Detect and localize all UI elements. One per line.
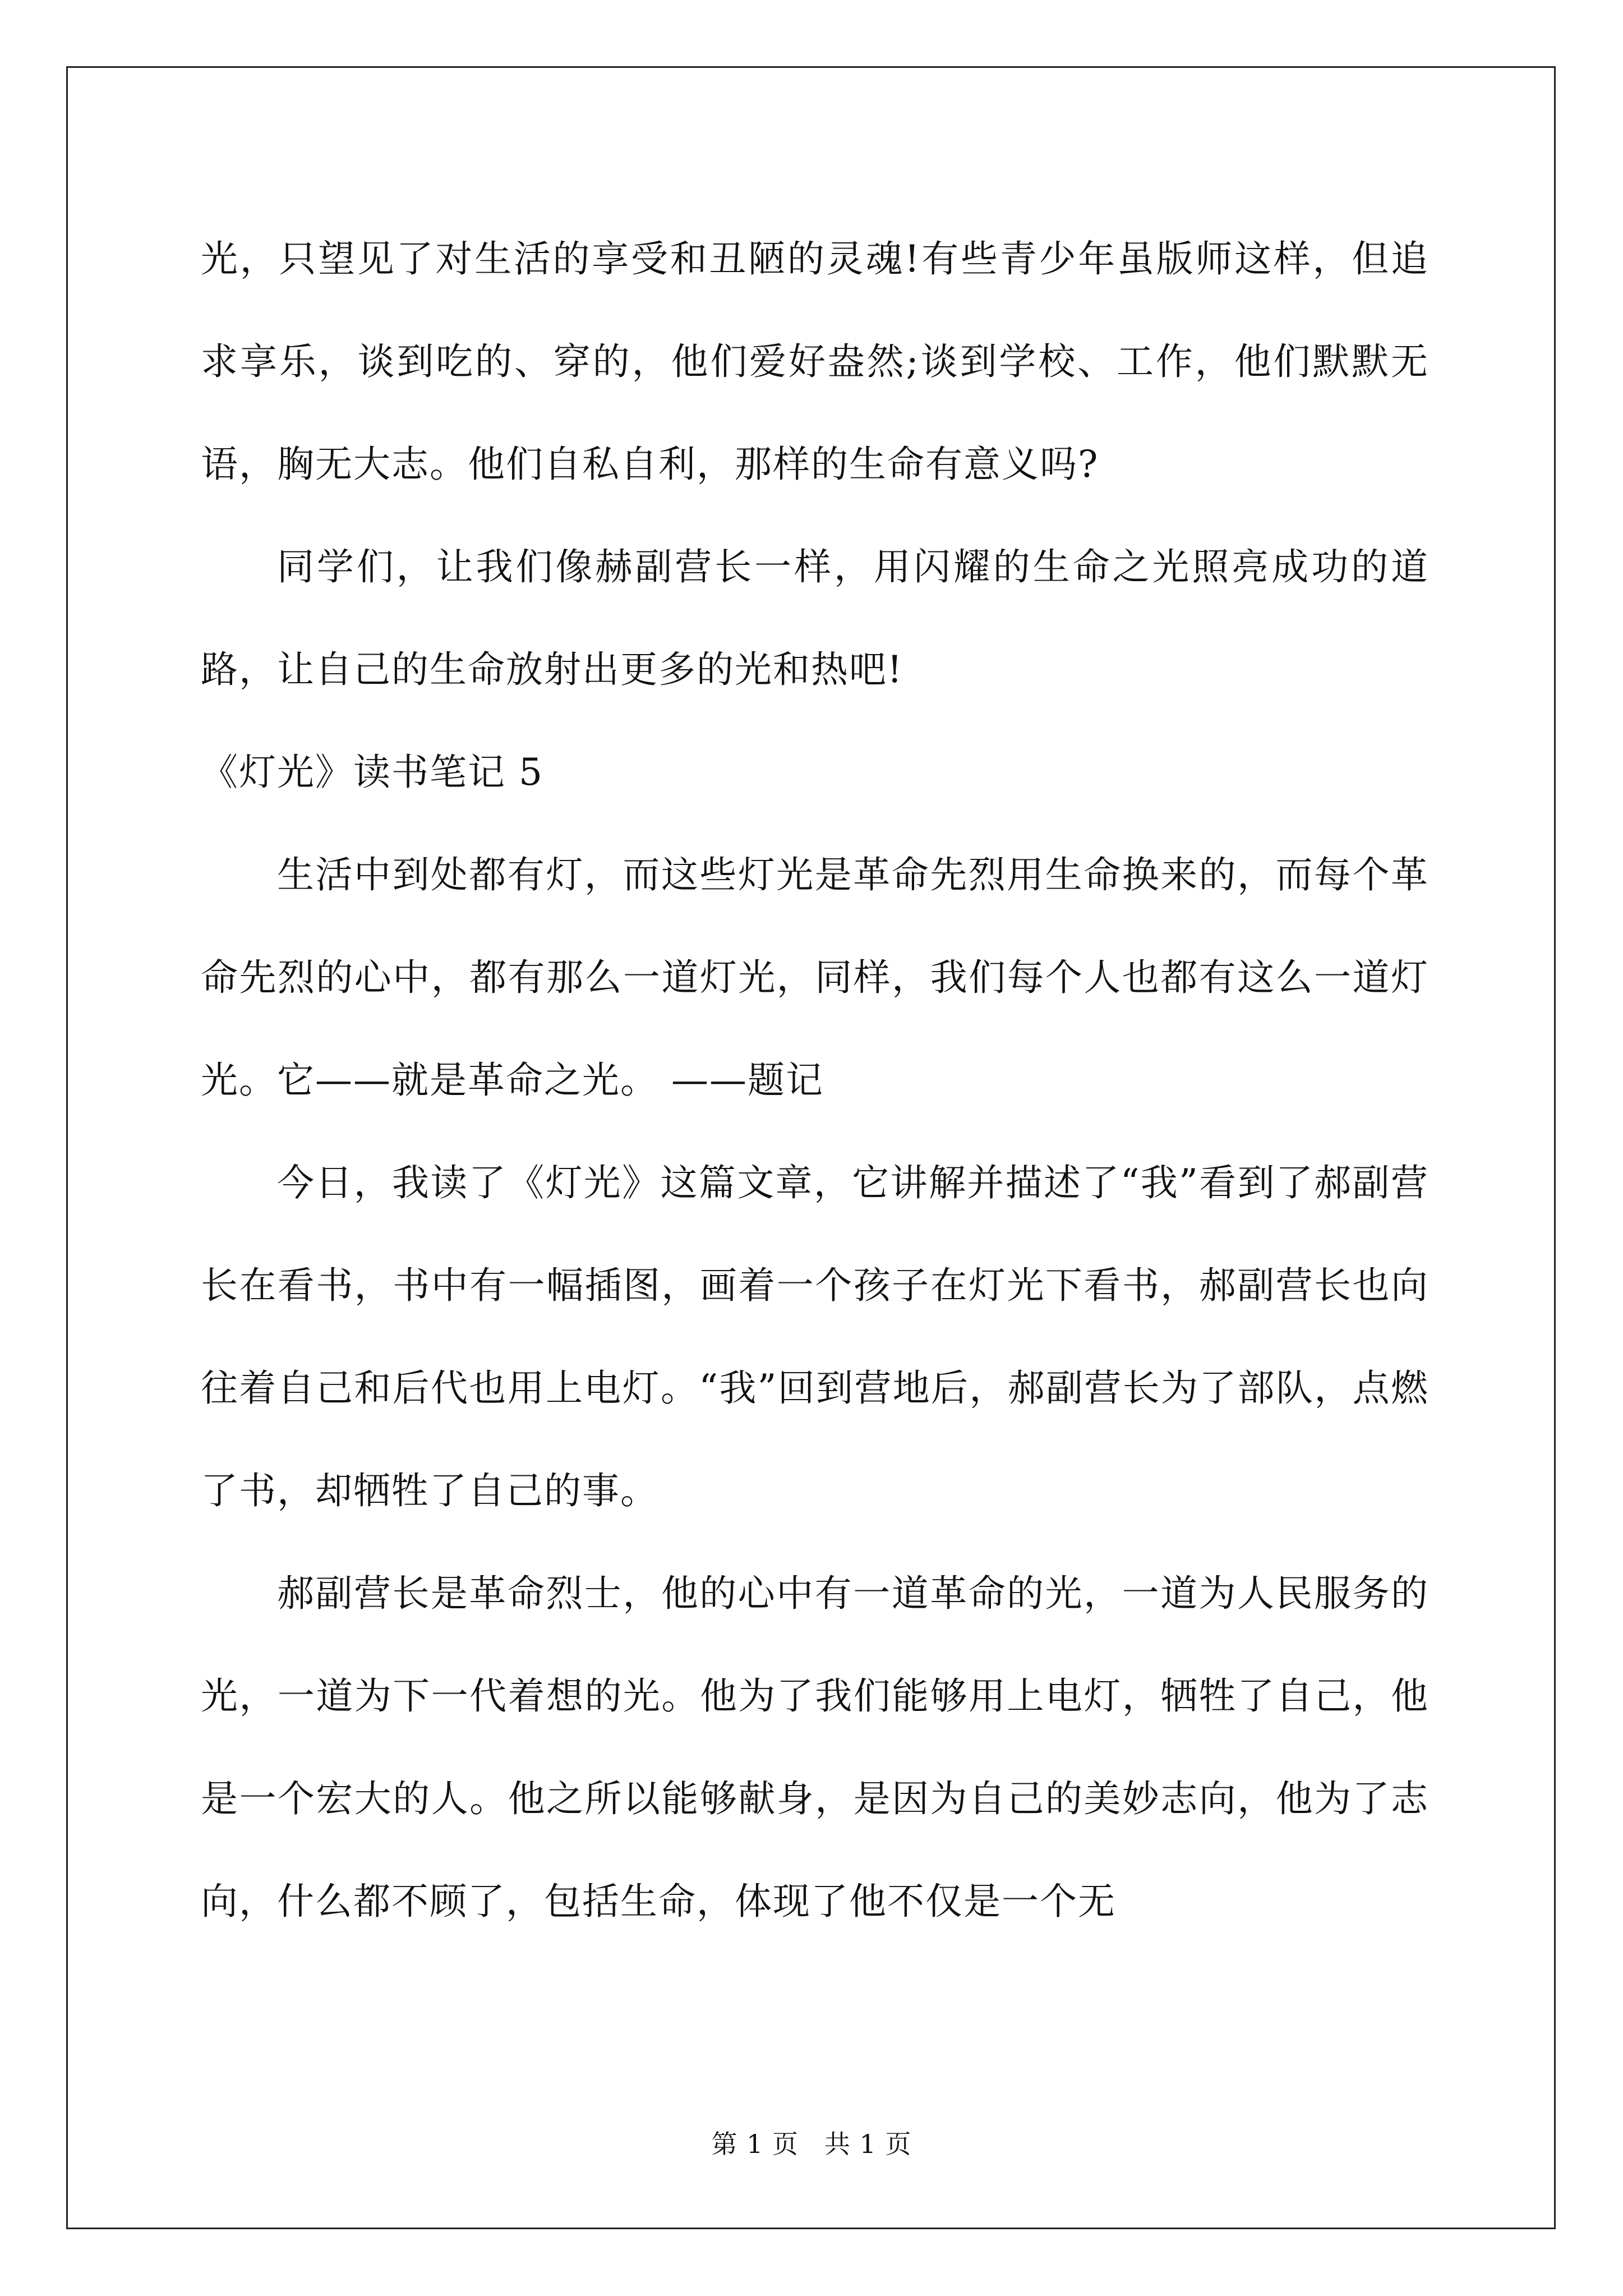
paragraph: 同学们，让我们像赫副营长一样，用闪耀的生命之光照亮成功的道路，让自己的生命放射出更多的光和热吧! — [201, 545, 1429, 691]
page-total: 共 1 页 — [824, 2129, 912, 2159]
paragraph: 郝副营长是革命烈士，他的心中有一道革命的光，一道为人民服务的光，一道为下一代着想的光。他为了我们能够用上电灯，牺牲了自己，他是一个宏大的人。他之所以能够献身，是因为自己的美妙志向，他为了志向，什么都不顾了，包括生命，体现了他不仅是一个无 — [201, 1572, 1429, 1923]
section-heading: 《灯光》读书笔记 5 — [201, 751, 543, 794]
document-body — [201, 208, 1429, 1953]
paragraph: 生活中到处都有灯，而这些灯光是革命先烈用生命换来的，而每个革命先烈的心中，都有那么一道灯光，同样，我们每个人也都有这么一道灯光。它——就是革命之光。 ——题记 — [201, 853, 1429, 1102]
paragraph: 今日，我读了《灯光》这篇文章，它讲解并描述了“我”看到了郝副营长在看书，书中有一幅插图，画着一个孩子在灯光下看书，郝副营长也向往着自己和后代也用上电灯。“我”回到营地后，郝副营长为了部队，点燃了书，却牺牲了自己的事。 — [201, 1161, 1429, 1512]
paragraph: 光，只望见了对生活的享受和丑陋的灵魂!有些青少年虽版师这样，但追求享乐，谈到吃的、穿的，他们爱好盎然;谈到学校、工作，他们默默无语，胸无大志。他们自私自利，那样的生命有意义吗? — [201, 237, 1429, 486]
page-number: 第 1 页 — [711, 2129, 799, 2159]
page-footer — [0, 2127, 1623, 2161]
